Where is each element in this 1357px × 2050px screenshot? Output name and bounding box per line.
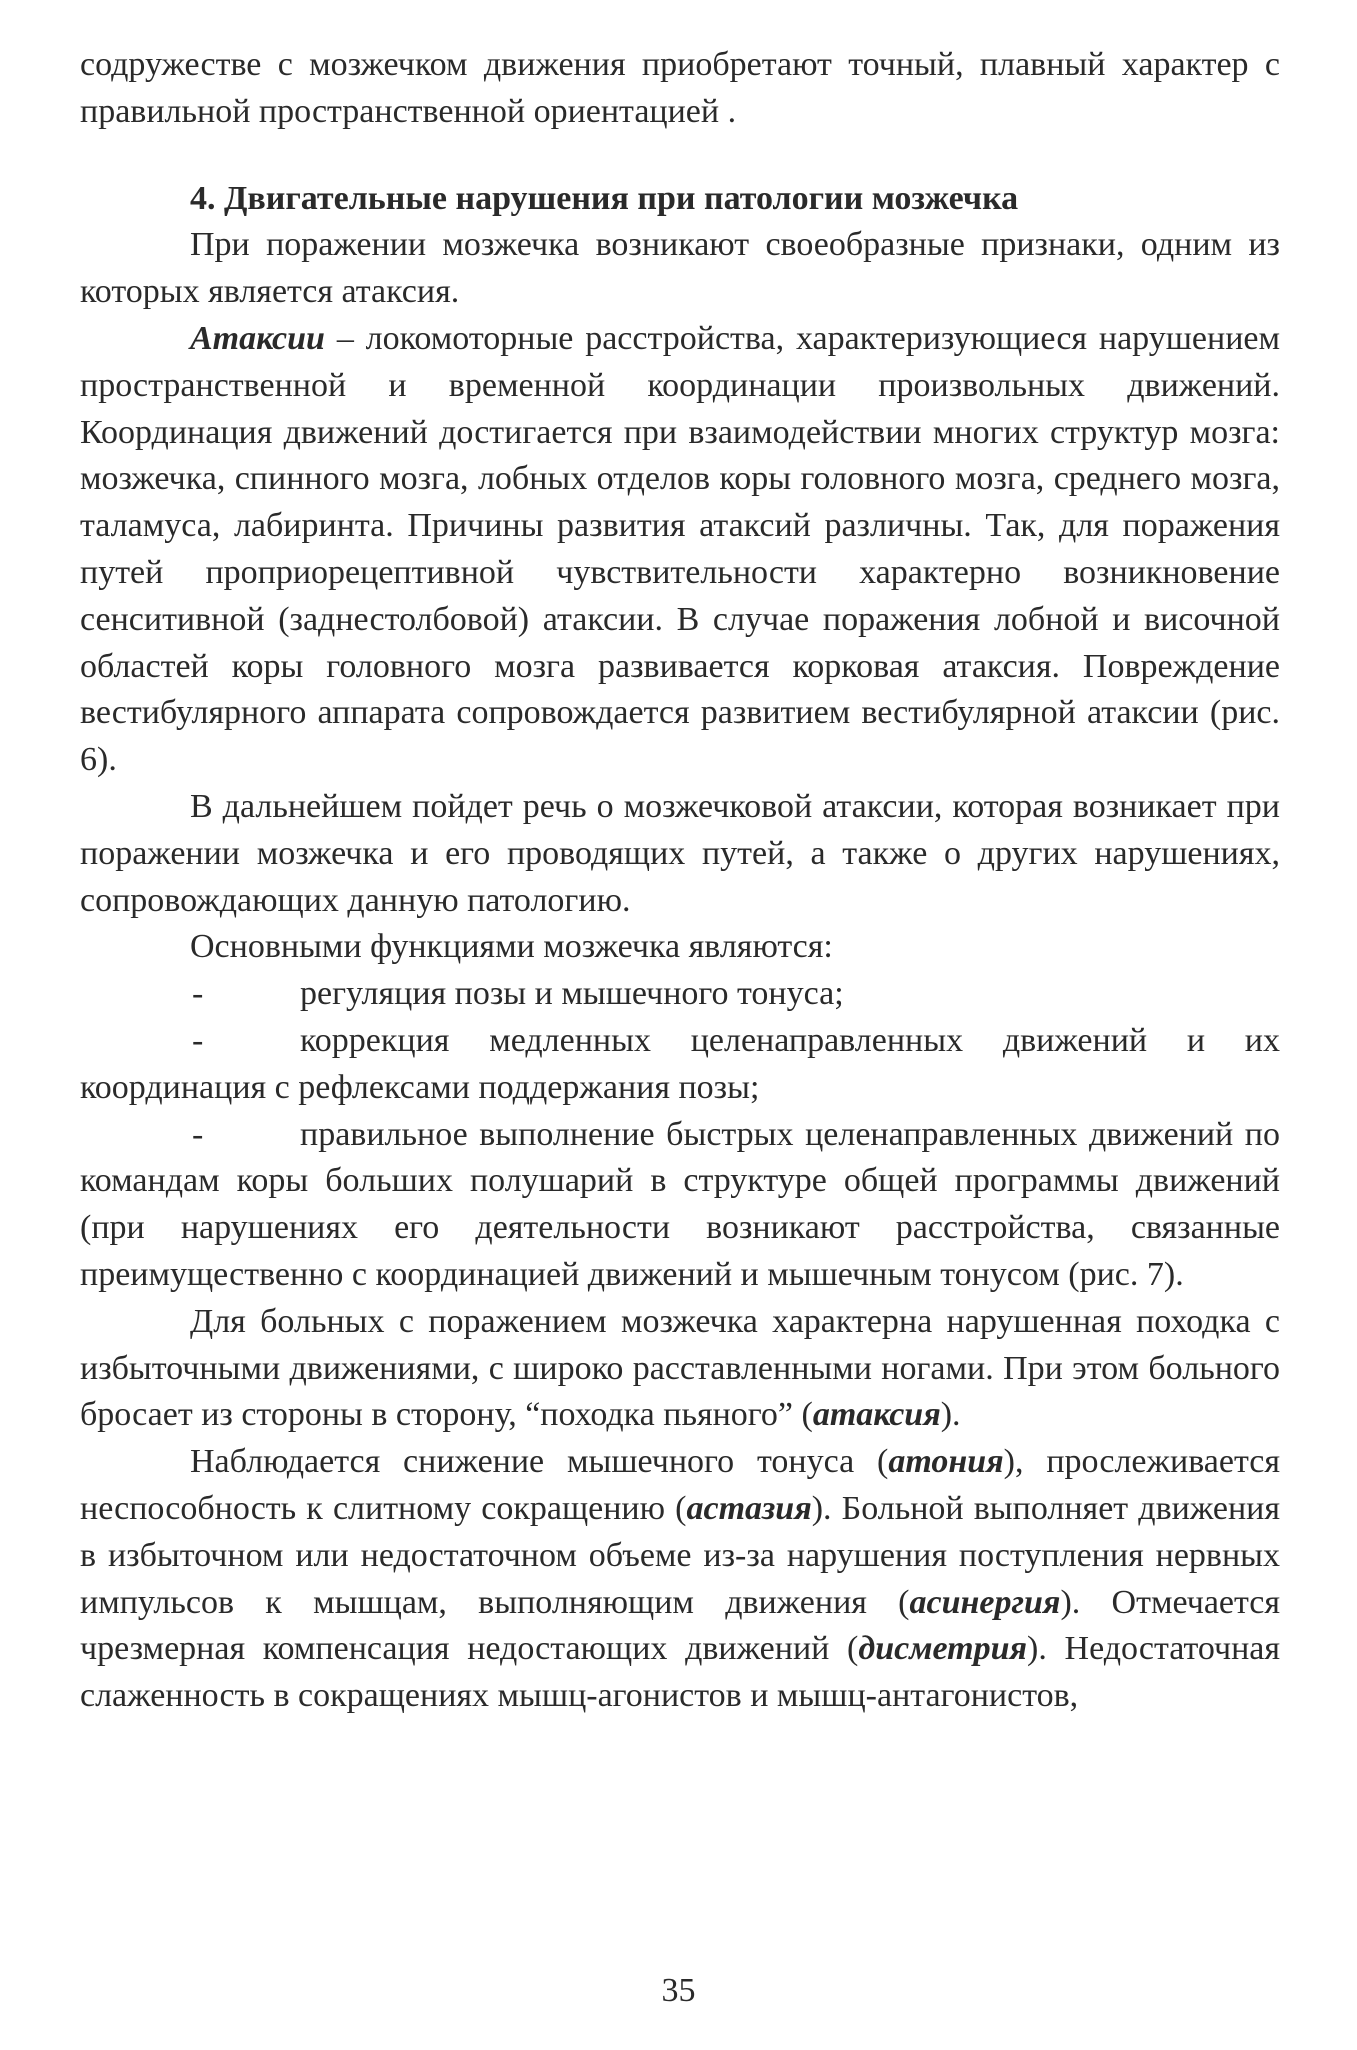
term-astasia: астазия [686, 1489, 812, 1527]
paragraph-tone-text-5: ). Недостаточная слаженность в сокращениях мышц-агонистов и мышц-антагонистов, [80, 1630, 1280, 1715]
term-ataxia: Атаксии [190, 319, 325, 357]
list-dash: - [192, 1021, 204, 1059]
page-number: 35 [661, 1972, 696, 2009]
functions-intro: Основными функциями мозжечка являются: [190, 928, 833, 966]
paragraph-tone-text-2: ), прослеживается неспособность к слитному сокращению ( [80, 1443, 1280, 1527]
paragraph-tone-text-4: ). Отмечается чрезмерная компенсация недостающих движений ( [80, 1583, 1280, 1668]
paragraph-gait [80, 1299, 1280, 1439]
lead-paragraph: содружестве с мозжечком движения приобретают точный, плавный характер с правильной пространственной ориентацией . [80, 46, 1280, 130]
list-item [80, 1112, 1280, 1299]
list-dash: - [192, 975, 204, 1013]
page-text [80, 42, 1280, 1720]
term-dysmetria: дисметрия [858, 1630, 1028, 1668]
section-heading: 4. Двигательные нарушения при патологии мозжечка [190, 179, 1019, 217]
term-ataxia-gait: атаксия [812, 1396, 941, 1434]
list-item [80, 971, 1280, 1018]
paragraph-ataxia-text: – локомоторные расстройства, характеризующиеся нарушением пространственной и временной координации произвольных движений. Координация движений достигается при взаимодействии многих структур мозга: мозжечка, спинного мозга, лобных отделов коры головного мозга, среднего мозга, таламуса, лабиринта. Причины развития атаксий различны. Так, для поражения путей проприорецептивной чувствительности характерно возникновение сенситивной (заднестолбовой) атаксии. В случае поражения лобной и височной областей коры головного мозга развивается корковая атаксия. Повреждение вестибулярного аппарата сопровождается развитием вестибулярной атаксии (рис. 6). [80, 319, 1280, 779]
paragraph-gait-text: Для больных с поражением мозжечка характерна нарушенная походка с избыточными движениями, с широко расставленными ногами. При этом больного бросает из стороны в сторону, “походка пьяного” ( [80, 1302, 1280, 1434]
paragraph-tone-text-1: Наблюдается снижение мышечного тонуса ( [190, 1443, 889, 1481]
list-dash: - [192, 1115, 204, 1153]
list-item [80, 1018, 1280, 1112]
list-item-text: правильное выполнение быстрых целенаправленных движений по командам коры больших полушарий в структуре общей программы движений (при нарушениях его деятельности возникают расстройства, связанные преимущественно с координацией движений и мышечным тонусом (рис. 7). [80, 1115, 1280, 1293]
list-item-text: коррекция медленных целенаправленных движений и их координация с рефлексами поддержания позы; [80, 1021, 1280, 1106]
term-asynergia: асинергия [909, 1583, 1061, 1621]
paragraph-further: В дальнейшем пойдет речь о мозжечковой атаксии, которая возникает при поражении мозжечка и его проводящих путей, а также о других нарушениях, сопровождающих данную патологию. [80, 787, 1280, 919]
paragraph-ataxia [80, 316, 1280, 784]
paragraph-tone-text-3: ). Больной выполняет движения в избыточном или недостаточном объеме из-за нарушения поступления нервных импульсов к мышцам, выполняющим движения ( [80, 1489, 1280, 1621]
list-item-text: регуляция позы и мышечного тонуса; [300, 975, 844, 1013]
paragraph-tone [80, 1439, 1280, 1720]
term-atonia: атония [888, 1443, 1004, 1481]
paragraph-signs: При поражении мозжечка возникают своеобразные признаки, одним из которых является атаксия. [80, 226, 1280, 311]
paragraph-gait-end: ). [940, 1396, 961, 1434]
